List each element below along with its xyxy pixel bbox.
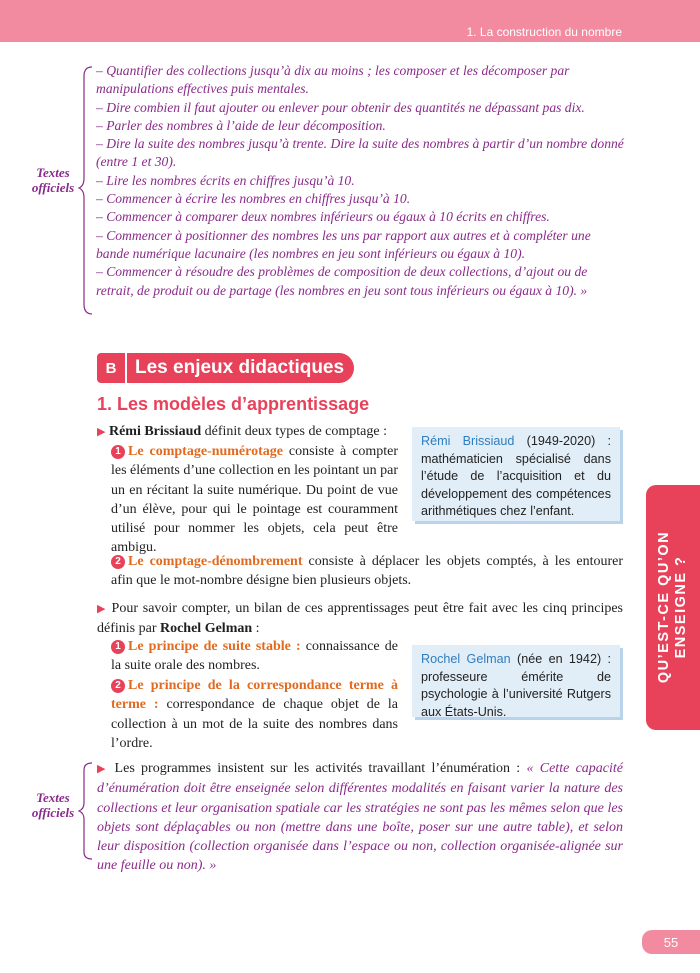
official-texts-label: Textes officiels (31, 165, 75, 195)
counting-type-1: 1 Le comptage-numérotage consiste à compter les éléments d’une collection en les pointant un par un en récitant la suite numérique. Du point de vue d’un élève, pour qui le pointage est couramment utilisé pour nommer les objets, cela peut être ambigu. (111, 444, 398, 556)
term: Le principe de la correspondance terme à terme : (111, 678, 398, 713)
side-tab-label: QU’EST-CE QU’ON ENSEIGNE ? (656, 530, 689, 684)
section-heading (97, 353, 354, 383)
bullet-arrow-icon: ▶ (97, 763, 109, 775)
number-badge: 1 (111, 640, 125, 654)
official-line: – Commencer à écrire les nombres en chiffres jusqu’à 10. (96, 191, 411, 207)
official-quote: « Cette capacité d’énumération doit être enseignée selon différentes modalités en faisant varier la nature des collections et leur organisation spatiale car les stratégies ne sont pas les mêmes selon que les objets sont déplaçables ou non (mettre dans une boîte, poser sur une autre table), et selon leur disposition (collection organisée dans l’espace ou non, collection organisée-alignée sur une feuille ou non). » (97, 761, 624, 874)
bullet-arrow-icon: ▶ (97, 603, 107, 615)
official-line: – Parler des nombres à l’aide de leur décomposition. (96, 117, 386, 133)
official-line: – Commencer à résoudre des problèmes de composition de deux collections, d’ajout ou de retrait, de produit ou de partage (les nombres en jeu sont tous inférieurs ou égaux à 10). » (96, 264, 588, 298)
brace-icon (78, 66, 94, 316)
official-line: – Lire les nombres écrits en chiffres jusqu’à 10. (96, 172, 355, 188)
official-line: – Commencer à positionner des nombres les uns par rapport aux autres et à compléter une bande numérique lacunaire (les nombres en jeu sont inférieurs ou égaux à 10). (96, 227, 591, 261)
author-name: Rémi Brissiaud (108, 424, 202, 439)
principle-1: 1 Le principe de suite stable : connaissance de la suite orale des nombres. (111, 639, 398, 674)
section-title: Les enjeux didactiques (125, 353, 354, 383)
brace-icon (78, 762, 94, 860)
number-badge: 2 (111, 679, 125, 693)
official-line: – Quantifier des collections jusqu’à dix au moins ; les composer et les décomposer par manipulations effectives puis mentales. (96, 63, 570, 97)
official-texts-top (96, 62, 626, 300)
official-line: – Dire la suite des nombres jusqu’à trente. Dire la suite des nombres à partir d’un nombre donné (entre 1 et 30). (96, 136, 624, 170)
counting-type-2: 2 Le comptage-dénombrement consiste à déplacer les objets comptés, à les entourer afin que le mot-nombre désigne bien plusieurs objets. (111, 554, 623, 589)
subsection-title: 1. Les modèles d’apprentissage (97, 394, 370, 414)
official-texts-label: Textes officiels (31, 790, 75, 820)
author-name: Rochel Gelman (159, 621, 253, 637)
principle-2: 2 Le principe de la correspondance terme à terme : correspondance de chaque objet de la collection à un mot de la suite des nombres dans l’ordre. (111, 678, 398, 751)
info-box-brissiaud: Rémi Brissiaud (1949-2020) : mathématicien spécialisé dans l’étude de l’acquisition et du développement des compétences arithmétiques chez l’enfant. (412, 427, 620, 521)
paragraph-gelman-intro: ▶ Pour savoir compter, un bilan de ces apprentissages peut être fait avec les cinq principes définis par Rochel Gelman : (97, 601, 623, 637)
term: Le principe de suite stable : (128, 639, 301, 654)
official-line: – Dire combien il faut ajouter ou enlever pour obtenir des quantités ne dépassant pas dix. (96, 99, 585, 115)
info-box-gelman: Rochel Gelman (née en 1942) : professeure émérite de psychologie à l’université Rutgers aux États-Unis. (412, 645, 620, 717)
box-name: Rémi Brissiaud (421, 434, 515, 448)
section-letter: B (97, 353, 125, 383)
page-number: 55 (642, 930, 700, 954)
bullet-arrow-icon: ▶ (97, 426, 106, 438)
number-badge: 2 (111, 555, 125, 569)
side-tab (646, 485, 700, 730)
header-banner (0, 0, 700, 42)
paragraph-enumeration: ▶ Les programmes insistent sur les activités travaillant l’énumération : « Cette capacité d’énumération doit être enseignée selon différentes modalités en faisant varier la nature des collections et leur organisation spatiale car les stratégies ne sont pas les mêmes selon que les objets sont déplaçables ou non (mettre dans une boîte, poser sur une autre table), et selon leur disposition (collection organisée dans l’espace ou non, collection organisée-alignée sur une feuille ou non). » (97, 761, 624, 874)
number-badge: 1 (111, 445, 125, 459)
box-name: Rochel Gelman (421, 652, 511, 666)
term: Le comptage-numérotage (128, 444, 283, 459)
official-line: – Commencer à comparer deux nombres inférieurs ou égaux à 10 écrits en chiffres. (96, 209, 550, 225)
paragraph-brissiaud-intro: ▶ Rémi Brissiaud définit deux types de comptage : (97, 424, 387, 439)
term: Le comptage-dénombrement (128, 554, 303, 569)
chapter-title: 1. La construction du nombre (466, 25, 622, 39)
